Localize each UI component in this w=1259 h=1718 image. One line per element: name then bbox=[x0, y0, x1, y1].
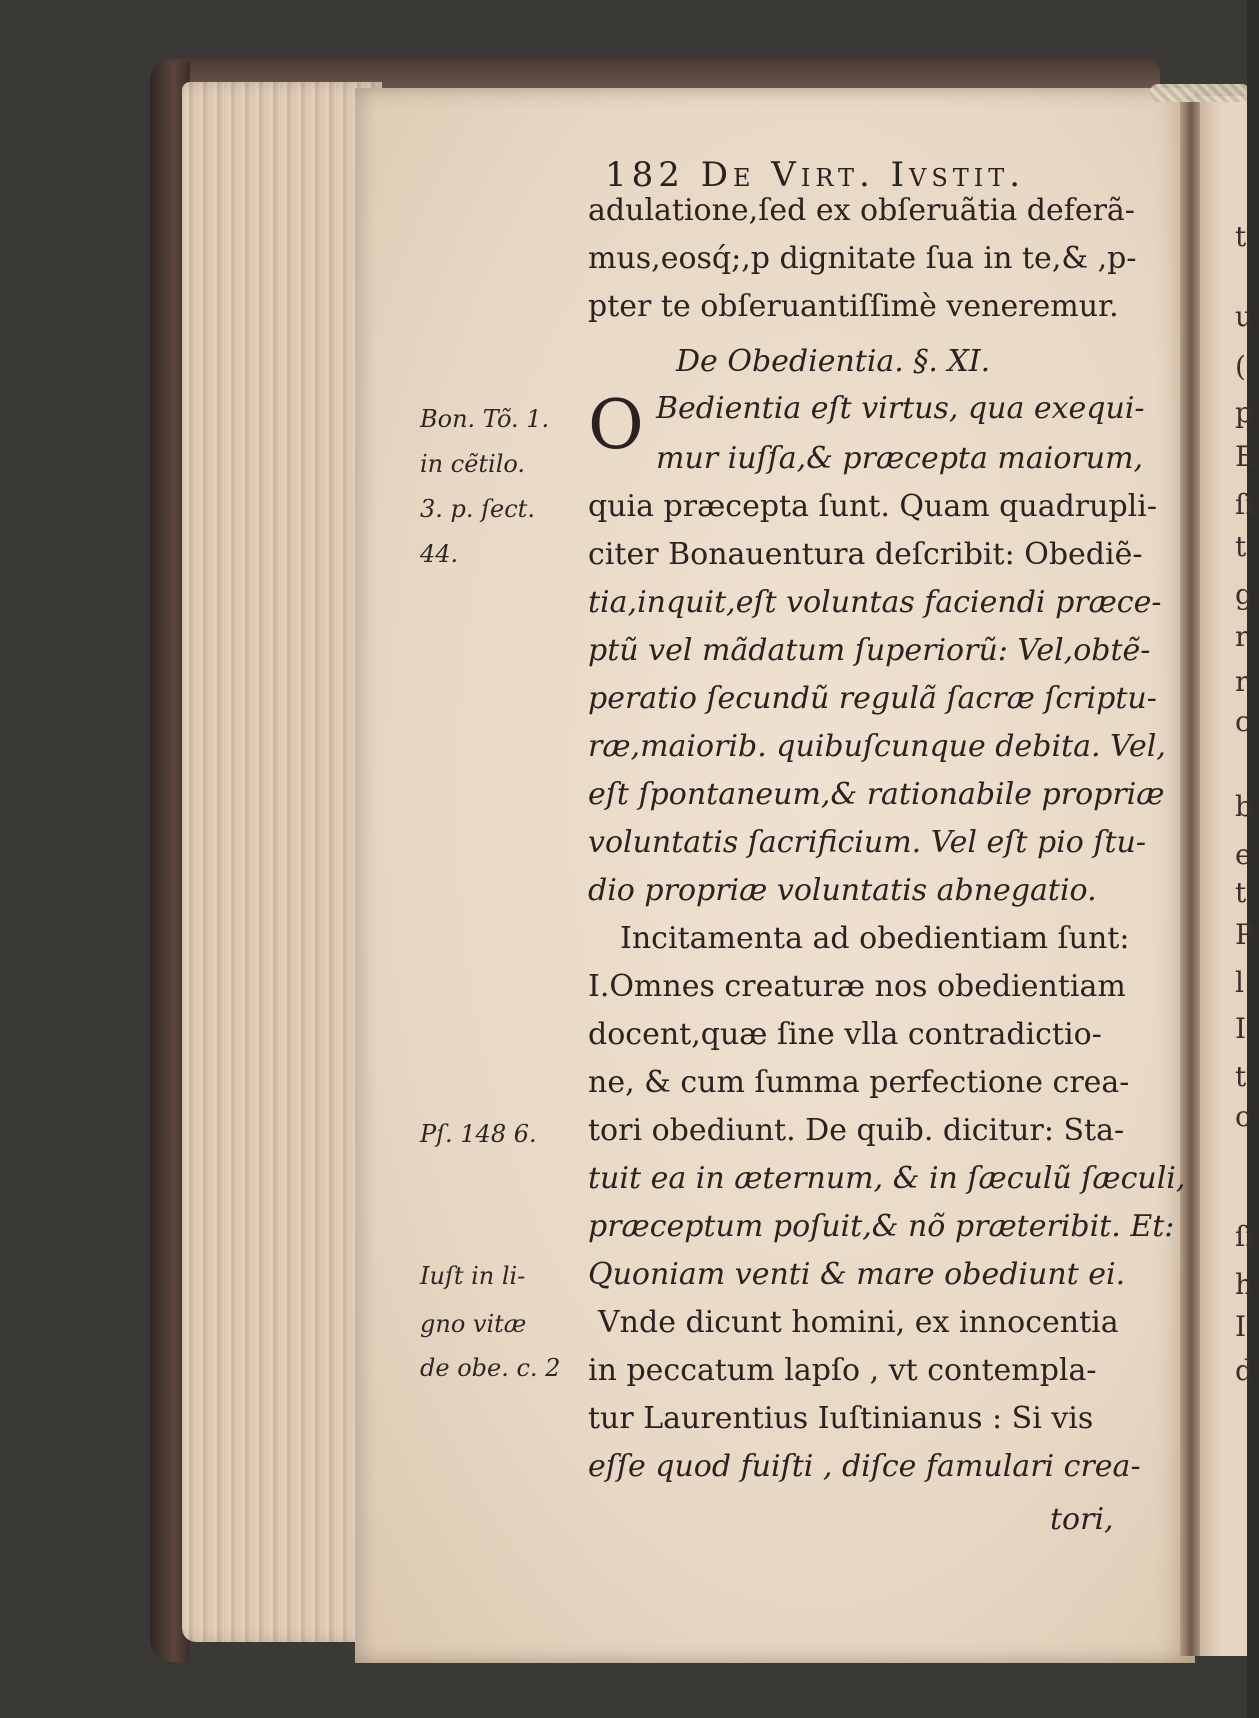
text-line: ptũ vel mãdatum ſuperiorũ: Vel,obtẽ- bbox=[588, 633, 1151, 668]
margin-note: de obe. c. 2 bbox=[420, 1354, 561, 1382]
catchword: tori, bbox=[1050, 1502, 1114, 1537]
facing-page-fragment: I bbox=[1235, 1012, 1247, 1045]
text-line: tur Laurentius Iuſtinianus : Si vis bbox=[588, 1401, 1094, 1436]
text-line: mus,eosq́;,p dignitate ſua in te,& ,p- bbox=[588, 241, 1137, 276]
text-line: mur iuſſa,& præcepta maiorum, bbox=[656, 441, 1144, 476]
margin-note: in cẽtilo. bbox=[420, 450, 526, 478]
facing-page-fragment: d bbox=[1235, 1354, 1253, 1387]
facing-page-fragment: u bbox=[1235, 300, 1254, 333]
facing-page-fragment: E bbox=[1235, 440, 1256, 473]
text-line: in peccatum lapſo , vt contempla- bbox=[588, 1353, 1097, 1388]
text-line: citer Bonauentura deſcribit: Obediẽ- bbox=[588, 537, 1143, 572]
facing-page-fragment: r bbox=[1235, 620, 1249, 653]
text-line: adulatione,ſed ex obſeruãtia deferã- bbox=[588, 193, 1135, 228]
text-line: pter te obſeruantiſſimè veneremur. bbox=[588, 289, 1119, 324]
facing-page-fragment: t bbox=[1235, 1060, 1247, 1093]
text-line: Incitamenta ad obedientiam ſunt: bbox=[620, 921, 1130, 956]
page-edges bbox=[182, 82, 382, 1642]
running-header: 182 De Virt. Ivstit. bbox=[605, 155, 1026, 195]
text-line: ne, & cum ſumma perfectione crea- bbox=[588, 1065, 1130, 1100]
facing-page-fragment: I bbox=[1235, 1310, 1247, 1343]
facing-page-fragment: ( bbox=[1235, 350, 1246, 383]
text-line: ræ,maiorib. quibuſcunque debita. Vel, bbox=[588, 729, 1166, 764]
margin-note: gno vitæ bbox=[420, 1310, 527, 1338]
margin-note: Iuſt in li- bbox=[420, 1262, 526, 1290]
facing-page-fragment: ſi bbox=[1235, 1220, 1255, 1253]
facing-page-fragment: r bbox=[1235, 665, 1249, 698]
drop-cap: O bbox=[588, 386, 644, 465]
facing-page-fragment: p bbox=[1235, 396, 1253, 429]
facing-page-fragment: e bbox=[1235, 838, 1252, 871]
facing-page-fragment: h bbox=[1235, 1268, 1254, 1301]
facing-page-fragment: o bbox=[1235, 1100, 1252, 1133]
facing-page-fragment: t bbox=[1235, 876, 1247, 909]
text-line: voluntatis ſacrificium. Vel eſt pio ſtu- bbox=[588, 825, 1147, 860]
text-line: tuit ea in æternum, & in ſæculũ ſæculi, bbox=[588, 1161, 1186, 1196]
facing-page-fragment: b bbox=[1235, 790, 1253, 823]
text-line: eſſe quod fuiſti , diſce famulari crea- bbox=[588, 1449, 1141, 1484]
margin-note: 3. p. ſect. bbox=[420, 495, 535, 523]
facing-page-fragment: t bbox=[1235, 220, 1247, 253]
facing-page-fragment: g bbox=[1235, 578, 1253, 611]
text-line: Bedientia eſt virtus, qua exequi- bbox=[656, 391, 1145, 426]
book-gutter bbox=[1180, 96, 1202, 1656]
text-line: tia,inquit,eſt voluntas faciendi præce- bbox=[588, 585, 1162, 620]
margin-note: 44. bbox=[420, 540, 459, 568]
margin-note: Bon. Tõ. 1. bbox=[420, 405, 550, 433]
text-line: docent,quæ ſine vlla contradictio- bbox=[588, 1017, 1102, 1052]
text-line: dio propriæ voluntatis abnegatio. bbox=[588, 873, 1097, 908]
facing-page-fragment: ſi bbox=[1235, 488, 1255, 521]
facing-page-fragment: l bbox=[1235, 966, 1244, 999]
text-line: Vnde dicunt homini, ex innocentia bbox=[598, 1305, 1119, 1340]
text-line: eſt ſpontaneum,& rationabile propriæ bbox=[588, 777, 1165, 812]
section-title: De Obedientia. §. XI. bbox=[676, 344, 991, 379]
text-line: præceptum poſuit,& nõ præteribit. Et: bbox=[588, 1209, 1175, 1244]
facing-page-fragment: c bbox=[1235, 705, 1251, 738]
text-line: tori obediunt. De quib. dicitur: Sta- bbox=[588, 1113, 1125, 1148]
text-line: quia præcepta ſunt. Quam quadrupli- bbox=[588, 489, 1157, 524]
text-line: I.Omnes creaturæ nos obedientiam bbox=[588, 969, 1126, 1004]
text-line: Quoniam venti & mare obediunt ei. bbox=[588, 1257, 1126, 1292]
margin-note: Pſ. 148 6. bbox=[420, 1120, 537, 1148]
facing-page-fragment: t bbox=[1235, 530, 1247, 563]
facing-page-fragment: P bbox=[1235, 918, 1254, 951]
bookmark-ribbon bbox=[1150, 84, 1250, 102]
text-line: peratio ſecundũ regulã ſacræ ſcriptu- bbox=[588, 681, 1157, 716]
